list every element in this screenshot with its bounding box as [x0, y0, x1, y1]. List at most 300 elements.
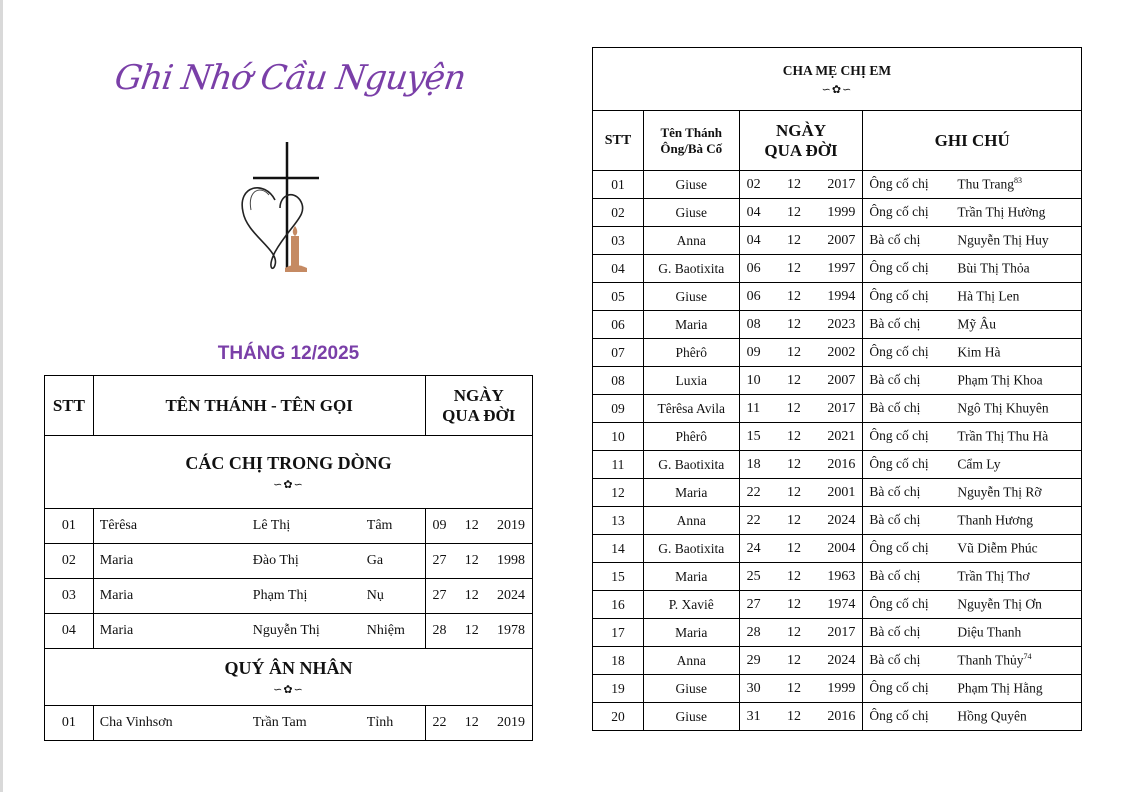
header-date: [425, 376, 533, 436]
row-sister-sup: 74: [1023, 652, 1032, 662]
row-name: [93, 544, 425, 579]
row-stt: 17: [593, 619, 644, 647]
table-row: [593, 311, 1082, 339]
table-row: [593, 171, 1082, 199]
row-note-parts: [863, 596, 1081, 613]
row-day: 22: [746, 512, 761, 528]
row-relation: Bà cố chị: [869, 652, 921, 668]
row-sister: [957, 204, 1045, 221]
ornament-icon: ∽✿∽: [821, 83, 853, 96]
row-year: 2021: [827, 428, 856, 444]
row-relation: Ông cố chị: [869, 288, 929, 304]
row-month: 12: [464, 553, 479, 568]
row-relation: Bà cố chị: [869, 484, 921, 500]
row-sister: [957, 708, 1026, 725]
row-year: 1963: [827, 568, 856, 584]
row-year: 1974: [827, 596, 856, 612]
row-note: [863, 339, 1082, 367]
row-stt: 01: [45, 509, 94, 544]
row-year: 1998: [497, 553, 525, 568]
row-month: 12: [464, 623, 479, 638]
row-name-parts: [94, 518, 425, 534]
row-day: 29: [746, 652, 761, 668]
row-year: 2019: [497, 518, 525, 533]
row-note-parts: [863, 316, 1081, 333]
section-row: [45, 436, 533, 509]
row-note-parts: [863, 484, 1081, 501]
table-row: [45, 614, 533, 649]
header-date: [739, 111, 863, 171]
row-sister-name: Hà Thị Len: [957, 288, 1020, 304]
row-date-parts: [740, 289, 863, 305]
row-saint: Maria: [643, 619, 739, 647]
row-note-parts: [863, 680, 1081, 697]
row-note-parts: [863, 344, 1081, 361]
table-row: [593, 367, 1082, 395]
row-relation: Bà cố chị: [869, 316, 921, 332]
row-stt: 15: [593, 563, 644, 591]
table-row: [593, 591, 1082, 619]
page-edge: [0, 0, 3, 792]
row-sister: [957, 652, 1031, 669]
row-note: [863, 675, 1082, 703]
row-note-parts: [863, 624, 1081, 641]
row-date-parts: [740, 261, 863, 277]
row-note: [863, 283, 1082, 311]
row-stt: 02: [45, 544, 94, 579]
row-sister-name: Kim Hà: [957, 344, 1001, 360]
row-stt: 12: [593, 479, 644, 507]
row-date-parts: [426, 623, 533, 639]
row-note: [863, 451, 1082, 479]
section-title: CÁC CHỊ TRONG DÒNG: [185, 453, 392, 473]
table-row: [593, 451, 1082, 479]
row-date: [739, 703, 863, 731]
row-saint: Têrêsa: [99, 518, 138, 533]
table-row: [593, 507, 1082, 535]
row-saint: G. Baotixita: [643, 451, 739, 479]
row-name-parts: [94, 715, 425, 731]
row-stt: 01: [45, 706, 94, 741]
row-relation: Bà cố chị: [869, 232, 921, 248]
row-month: 12: [787, 484, 801, 500]
row-date-parts: [740, 373, 863, 389]
row-sister-name: Trần Thị Thơ: [957, 568, 1030, 584]
row-month: 12: [786, 400, 801, 416]
row-date: [739, 675, 863, 703]
row-relation: Ông cố chị: [869, 428, 929, 444]
row-sister-name: Ngô Thị Khuyên: [957, 400, 1049, 416]
row-stt: 07: [593, 339, 644, 367]
row-month: 12: [787, 344, 801, 360]
page-title: Ghi Nhớ Cầu Nguyện: [112, 58, 468, 98]
row-day: 27: [432, 588, 447, 603]
row-sister-name: Nguyễn Thị Huy: [957, 232, 1049, 248]
section-title: QUÝ ÂN NHÂN: [224, 658, 353, 678]
row-date: [425, 509, 533, 544]
table-row: [45, 579, 533, 614]
row-saint: Giuse: [643, 703, 739, 731]
row-relation: Ông cố chị: [869, 344, 929, 360]
row-date-parts: [740, 317, 863, 333]
row-sister-name: Thanh Thủy: [957, 652, 1024, 668]
row-name-parts: [94, 588, 425, 604]
row-note-parts: [863, 204, 1081, 221]
row-stt: 08: [593, 367, 644, 395]
table-row: [593, 563, 1082, 591]
right-table: [592, 47, 1082, 731]
table-row: [593, 255, 1082, 283]
row-relation: Ông cố chị: [869, 540, 929, 556]
row-day: 09: [432, 518, 447, 533]
row-note: [863, 647, 1082, 675]
month-label: THÁNG 12/2025: [217, 343, 360, 364]
cross-heart-candle-icon: [235, 140, 325, 280]
row-date: [739, 311, 863, 339]
row-sister: [957, 624, 1021, 641]
row-month: 12: [787, 176, 801, 192]
row-sister: [957, 316, 996, 333]
row-year: 1978: [497, 623, 525, 638]
row-note: [863, 479, 1082, 507]
row-year: 2024: [497, 588, 525, 603]
row-stt: 05: [593, 283, 644, 311]
row-day: 09: [746, 344, 761, 360]
row-name-parts: [94, 623, 425, 639]
row-date-parts: [740, 541, 863, 557]
row-day: 27: [746, 596, 761, 612]
row-year: 2007: [827, 232, 856, 248]
row-note-parts: [863, 232, 1081, 249]
row-sister-name: Thu Trang: [957, 176, 1015, 192]
row-date-parts: [740, 401, 863, 417]
row-saint: G. Baotixita: [643, 535, 739, 563]
table-row: [593, 423, 1082, 451]
row-relation: Bà cố chị: [869, 568, 921, 584]
row-day: 25: [746, 568, 761, 584]
row-date: [425, 614, 533, 649]
row-date: [739, 647, 863, 675]
row-year: 2024: [827, 652, 856, 668]
row-sister-name: Hồng Quyên: [957, 708, 1027, 724]
row-note: [863, 367, 1082, 395]
row-stt: 03: [593, 227, 644, 255]
row-date: [739, 255, 863, 283]
row-date: [739, 423, 863, 451]
right-table-header: [593, 111, 1082, 171]
row-date-parts: [426, 588, 533, 604]
row-year: 2017: [827, 400, 856, 416]
row-sister: [957, 512, 1033, 529]
row-stt: 19: [593, 675, 644, 703]
row-sister: [957, 456, 1000, 473]
row-date-parts: [740, 597, 863, 613]
row-note: [863, 423, 1082, 451]
row-day: 06: [746, 288, 761, 304]
row-day: 02: [746, 176, 761, 192]
row-date: [425, 706, 533, 741]
row-given: Nụ: [366, 588, 384, 603]
header-saint: [643, 111, 739, 171]
row-date-parts: [740, 429, 863, 445]
row-date: [739, 227, 863, 255]
table-row: [593, 675, 1082, 703]
table-row: [593, 283, 1082, 311]
row-relation: Ông cố chị: [869, 680, 929, 696]
row-relation: Ông cố chị: [869, 596, 929, 612]
row-saint: Maria: [643, 563, 739, 591]
row-day: 27: [432, 553, 447, 568]
row-note-parts: [863, 568, 1081, 585]
table-row: [593, 619, 1082, 647]
row-date: [739, 507, 863, 535]
ornament-icon: ∽✿∽: [273, 684, 304, 696]
row-relation: Bà cố chị: [869, 400, 921, 416]
row-month: 12: [787, 680, 801, 696]
header-stt: STT: [593, 111, 644, 171]
row-sister: [957, 484, 1041, 501]
row-note: [863, 563, 1082, 591]
row-month: 12: [787, 596, 801, 612]
row-date: [739, 619, 863, 647]
row-saint: Phêrô: [643, 423, 739, 451]
row-stt: 06: [593, 311, 644, 339]
right-table-title-row: [593, 48, 1082, 111]
row-stt: 18: [593, 647, 644, 675]
row-name: [93, 579, 425, 614]
row-relation: Ông cố chị: [869, 708, 929, 724]
row-sister: [957, 568, 1029, 585]
row-month: 12: [787, 288, 801, 304]
row-sister: [957, 232, 1048, 249]
table-row: [45, 509, 533, 544]
row-year: 1999: [827, 680, 856, 696]
row-saint: Anna: [643, 507, 739, 535]
header-date-line1: NGÀY: [775, 120, 827, 140]
row-saint: Giuse: [643, 283, 739, 311]
row-date: [739, 199, 863, 227]
row-sister-name: Vũ Diễm Phúc: [957, 540, 1038, 556]
table-row: [593, 339, 1082, 367]
row-stt: 03: [45, 579, 94, 614]
row-note: [863, 255, 1082, 283]
row-year: 2016: [827, 708, 856, 724]
row-stt: 02: [593, 199, 644, 227]
row-day: 06: [746, 260, 761, 276]
row-note-parts: [863, 708, 1081, 725]
row-note: [863, 395, 1082, 423]
row-month: 12: [464, 588, 479, 603]
row-date: [739, 591, 863, 619]
header-date-line1: NGÀY: [453, 385, 504, 405]
row-stt: 13: [593, 507, 644, 535]
row-saint: Maria: [643, 479, 739, 507]
row-saint: Têrêsa Avila: [643, 395, 739, 423]
row-note-parts: [863, 428, 1081, 445]
row-month: 12: [787, 708, 801, 724]
row-month: 12: [787, 260, 801, 276]
row-day: 04: [746, 232, 761, 248]
header-saint-line2: Ông/Bà Cố: [660, 140, 723, 156]
row-year: 2004: [827, 540, 856, 556]
table-row: [593, 227, 1082, 255]
row-note: [863, 507, 1082, 535]
row-day: 11: [746, 400, 761, 416]
row-day: 30: [746, 680, 761, 696]
row-date: [739, 395, 863, 423]
row-date: [425, 579, 533, 614]
row-note: [863, 591, 1082, 619]
row-date-parts: [740, 653, 863, 669]
row-stt: 09: [593, 395, 644, 423]
row-date-parts: [740, 681, 863, 697]
row-year: 2016: [827, 456, 856, 472]
row-saint: P. Xaviê: [643, 591, 739, 619]
row-saint: Maria: [99, 588, 134, 603]
row-saint: Luxia: [643, 367, 739, 395]
row-saint: Maria: [643, 311, 739, 339]
row-note-parts: [863, 400, 1081, 417]
row-given: Nhiệm: [366, 623, 405, 638]
row-year: 2019: [497, 715, 525, 730]
row-sister: [957, 260, 1029, 277]
row-stt: 14: [593, 535, 644, 563]
row-note: [863, 535, 1082, 563]
row-date-parts: [740, 709, 863, 725]
row-date-parts: [740, 233, 863, 249]
right-table-title: CHA MẸ CHỊ EM: [782, 62, 892, 78]
row-name-parts: [94, 553, 425, 569]
row-month: 12: [787, 232, 801, 248]
header-saint-line1: Tên Thánh: [660, 124, 723, 140]
row-sister-name: Phạm Thị Khoa: [957, 372, 1043, 388]
row-note: [863, 199, 1082, 227]
header-note: GHI CHÚ: [863, 111, 1082, 171]
row-name: [93, 706, 425, 741]
row-sister-name: Nguyễn Thị Rỡ: [957, 484, 1042, 500]
row-day: 22: [432, 715, 447, 730]
row-sister-name: Trần Thị Thu Hà: [957, 428, 1049, 444]
row-sister-name: Thanh Hương: [957, 512, 1033, 528]
row-year: 2002: [827, 344, 856, 360]
section-cell: [45, 436, 533, 509]
row-name: [93, 509, 425, 544]
row-saint: Anna: [643, 647, 739, 675]
row-date-parts: [740, 485, 863, 501]
row-date: [739, 563, 863, 591]
row-month: 12: [787, 512, 801, 528]
row-sister: [957, 428, 1048, 445]
row-date-parts: [740, 345, 863, 361]
row-stt: 16: [593, 591, 644, 619]
row-note: [863, 227, 1082, 255]
row-sister: [957, 540, 1037, 557]
row-day: 18: [746, 456, 761, 472]
row-name: [93, 614, 425, 649]
table-row: [593, 703, 1082, 731]
row-note-parts: [863, 456, 1081, 473]
row-sister-name: Cẩm Ly: [957, 456, 1001, 472]
row-note: [863, 703, 1082, 731]
row-note-parts: [863, 288, 1081, 305]
row-stt: 20: [593, 703, 644, 731]
row-saint: Giuse: [643, 171, 739, 199]
row-sister: [957, 596, 1042, 613]
row-stt: 10: [593, 423, 644, 451]
row-day: 31: [746, 708, 761, 724]
row-note-parts: [863, 372, 1081, 389]
row-saint: Anna: [643, 227, 739, 255]
row-sister: [957, 344, 1000, 361]
row-day: 10: [746, 372, 761, 388]
row-month: 12: [787, 204, 801, 220]
row-saint: Giuse: [643, 675, 739, 703]
row-date-parts: [426, 518, 533, 534]
row-year: 2017: [827, 624, 856, 640]
row-saint: Phêrô: [643, 339, 739, 367]
row-day: 24: [746, 540, 761, 556]
row-sister-name: Bùi Thị Thỏa: [957, 260, 1030, 276]
row-day: 08: [746, 316, 761, 332]
left-table: [44, 375, 533, 741]
row-note: [863, 619, 1082, 647]
row-sister-name: Phạm Thị Hằng: [957, 680, 1043, 696]
row-sister: [957, 288, 1019, 305]
table-row: [45, 706, 533, 741]
row-sister-sup: 83: [1014, 176, 1023, 186]
row-month: 12: [787, 652, 801, 668]
row-stt: 04: [593, 255, 644, 283]
row-date-parts: [740, 205, 863, 221]
row-relation: Ông cố chị: [869, 176, 929, 192]
row-year: 2001: [827, 484, 856, 500]
row-stt: 04: [45, 614, 94, 649]
row-surname: Nguyễn Thị: [252, 623, 320, 638]
table-row: [593, 395, 1082, 423]
row-month: 12: [787, 456, 801, 472]
row-date: [739, 479, 863, 507]
row-note-parts: [863, 540, 1081, 557]
header-stt: STT: [45, 376, 94, 436]
row-month: 12: [787, 540, 801, 556]
row-sister-name: Nguyễn Thị Ơn: [957, 596, 1042, 612]
row-given: Ga: [366, 553, 384, 568]
row-relation: Ông cố chị: [869, 260, 929, 276]
table-row: [593, 647, 1082, 675]
row-sister-name: Mỹ Âu: [957, 316, 997, 332]
ornament-icon: ∽✿∽: [273, 479, 304, 491]
row-month: 12: [787, 316, 801, 332]
row-year: 2017: [827, 176, 856, 192]
row-date-parts: [740, 569, 863, 585]
row-surname: Đào Thị: [252, 553, 299, 568]
row-sister-name: Diệu Thanh: [957, 624, 1022, 640]
row-date-parts: [740, 457, 863, 473]
header-name: TÊN THÁNH - TÊN GỌI: [93, 376, 425, 436]
row-day: 04: [746, 204, 761, 220]
row-sister-name: Trần Thị Hường: [957, 204, 1046, 220]
row-note-parts: [863, 652, 1081, 669]
row-month: 12: [787, 428, 801, 444]
row-surname: Trần Tam: [252, 715, 307, 730]
table-row: [593, 535, 1082, 563]
row-date-parts: [740, 625, 863, 641]
row-sister: [957, 400, 1048, 417]
section-row: [45, 649, 533, 706]
row-day: 28: [746, 624, 761, 640]
row-saint: G. Baotixita: [643, 255, 739, 283]
row-saint: Maria: [99, 553, 134, 568]
